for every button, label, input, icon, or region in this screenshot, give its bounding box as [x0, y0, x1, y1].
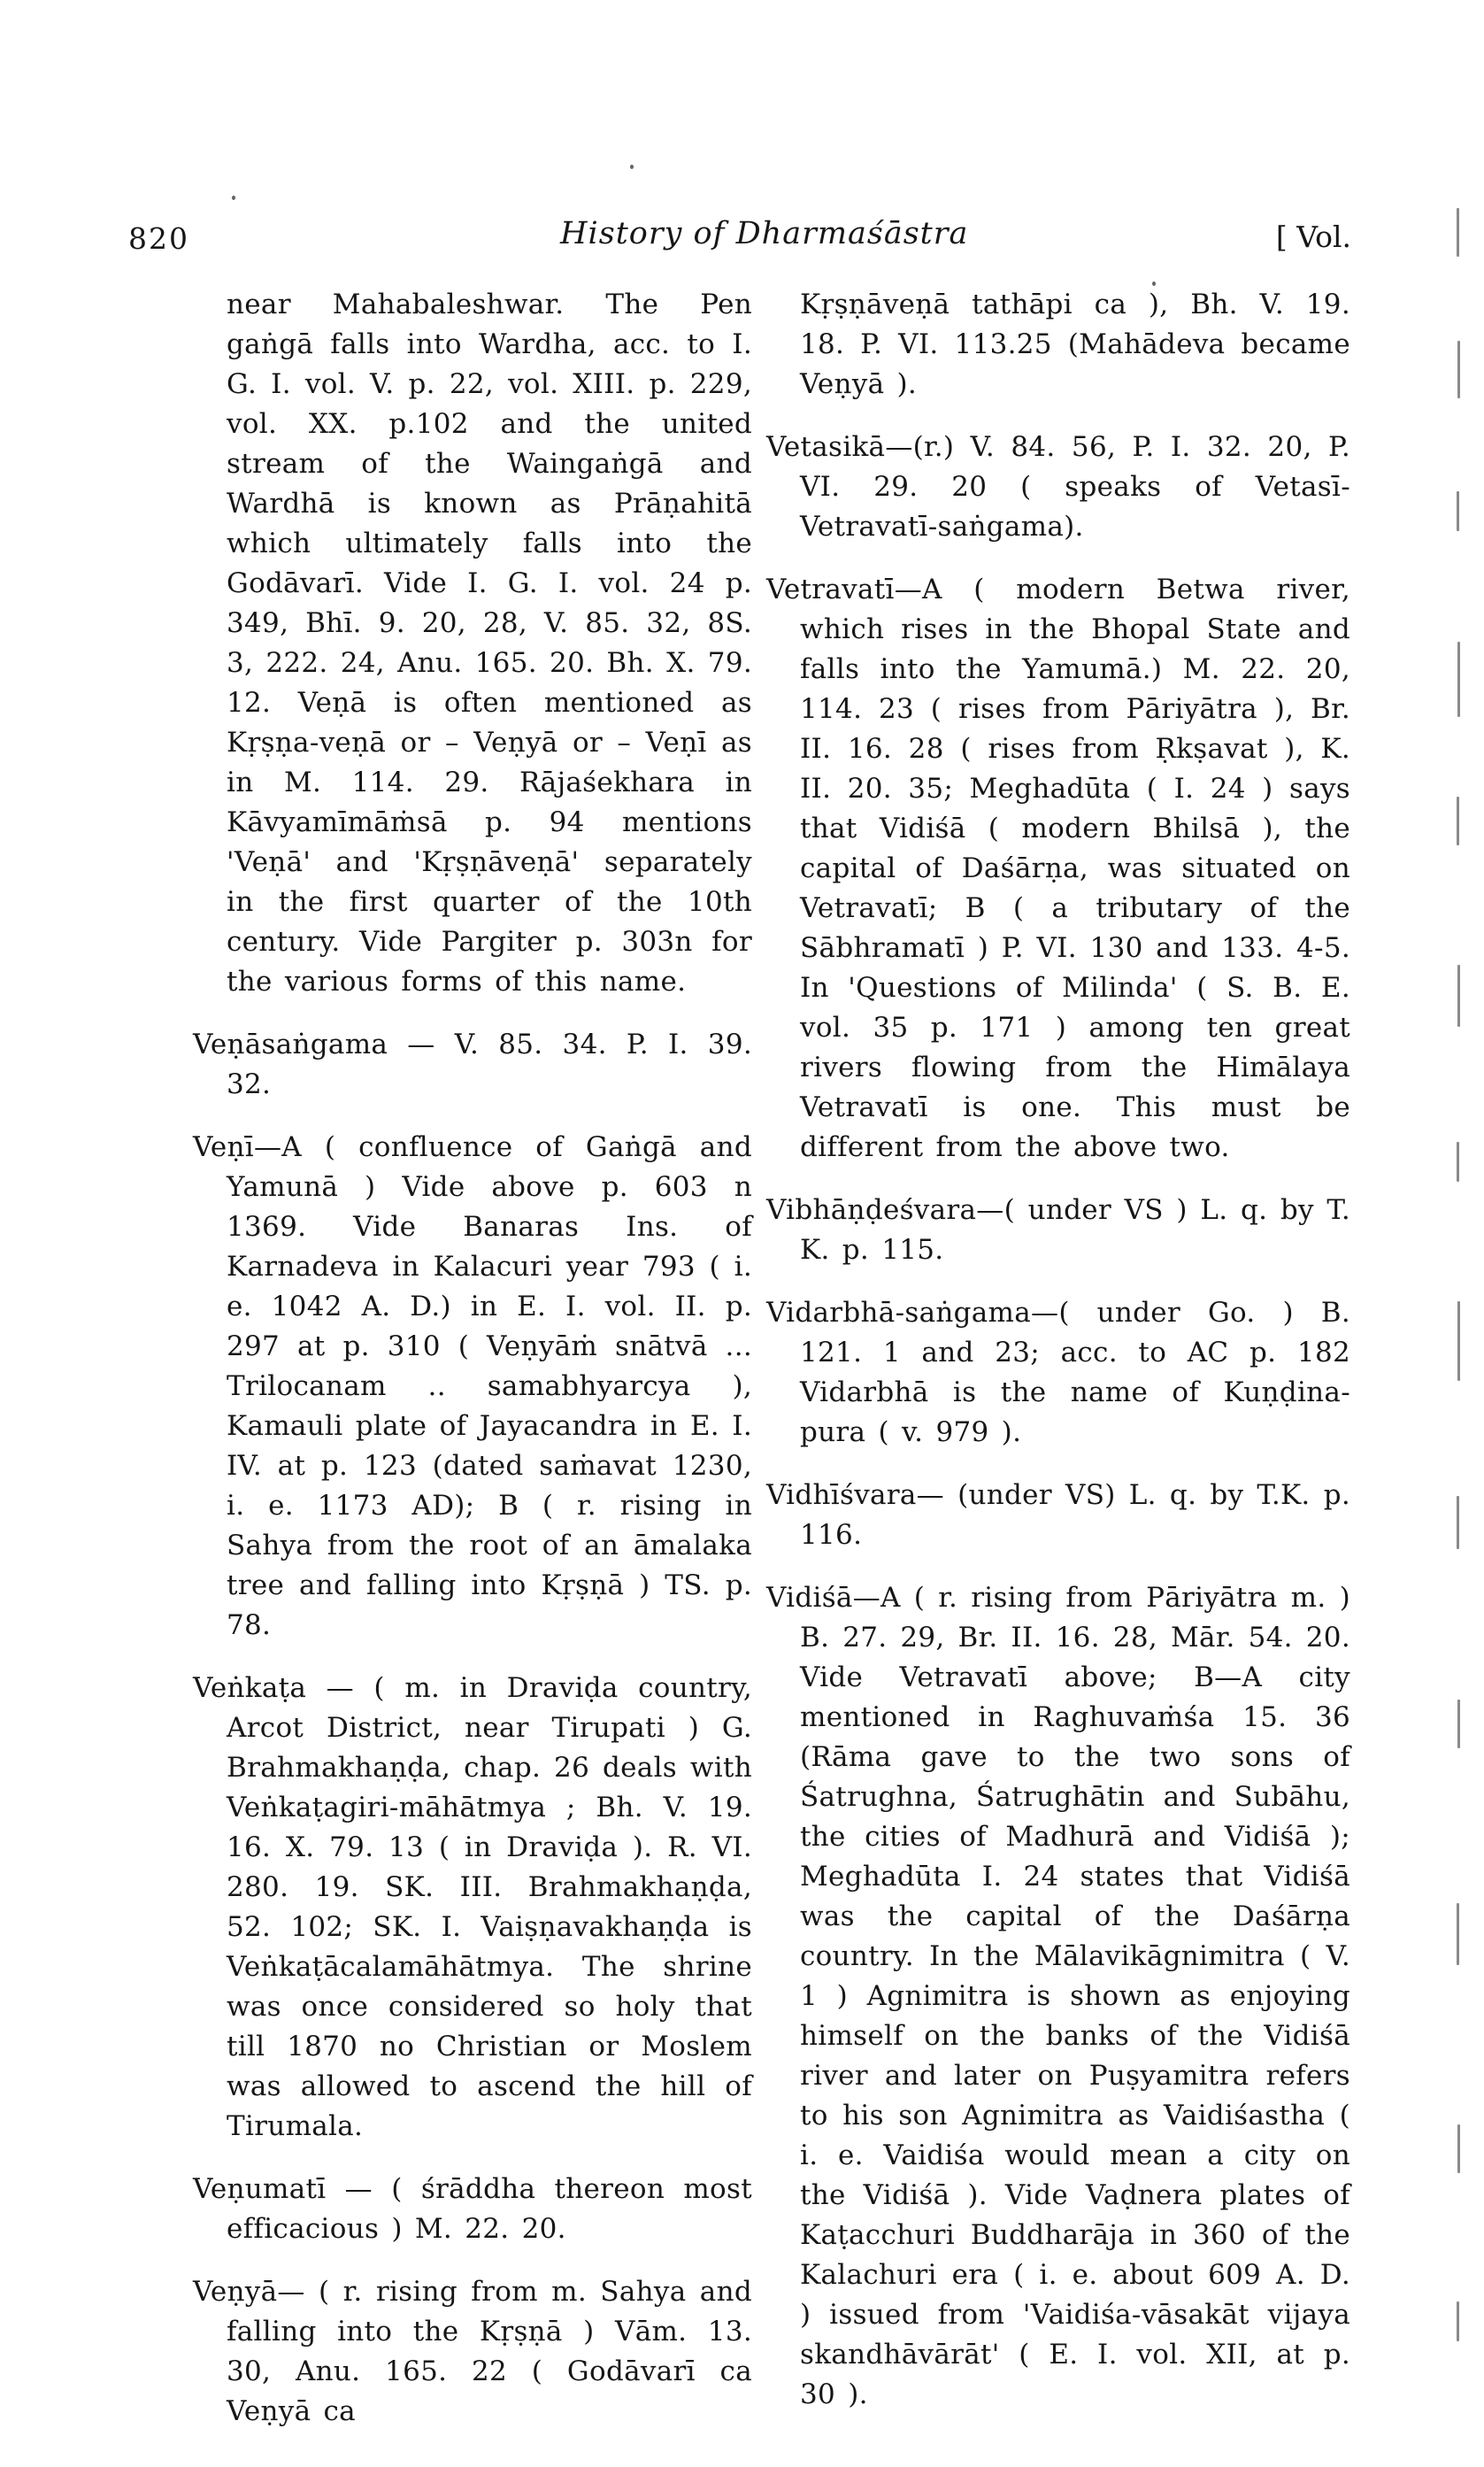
- scan-speck: [232, 196, 235, 200]
- entry-venasangama: Veṇāsaṅgama — V. 85. 34. P. I. 39. 32.: [193, 1029, 752, 1100]
- scan-speck: [1152, 281, 1156, 286]
- page-number: 820: [128, 221, 189, 256]
- entry-continuation: near Mahabaleshwar. The Pen gaṅgā falls into Wardha, acc. to I. G. I. vol. V. p. 22, vol. XIII. p. 229, vol. XX. p.102 and the united stream of the Waingaṅgā and Wardhā is known as Prāṇahitā which ultimately falls into the Godāvarī. Vide I. G. I. vol. 24 p. 349, Bhī. 9. 20, 28, V. 85. 32, 8S. 3, 222. 24, Anu. 165. 20. Bh. X. 79. 12. Veṇā is often mentioned as Kṛṣṇa-veṇā or – Veṇyā or – Veṇī as in M. 114. 29. Rājaśekhara in Kāvyamīmāṁsā p. 94 mentions 'Veṇā' and 'Kṛṣṇāveṇā' separately in the first quarter of the 10th century. Vide Pargiter p. 303n for the various forms of this name.: [227, 289, 752, 998]
- entry-continuation: Kṛṣṇāveṇā tathāpi ca ), Bh. V. 19. 18. P. VI. 113.25 (Mahādeva became Veṇyā ).: [800, 289, 1350, 400]
- entry-vidisa: Vidiśā—A ( r. rising from Pāriyātra m. ) B. 27. 29, Br. II. 16. 28, Mār. 54. 20. Vide Vetravatī above; B—A city mentioned in Raghuvaṁśa 15. 36 (Rāma gave to the two sons of Śatrughna, Śatrughātin and Subāhu, the cities of Madhurā and Vidiśā ); Meghadūta I. 24 states that Vidiśā was the capital of the Daśārṇa country. In the Mālavikāgnimitra ( V. 1 ) Agnimitra is shown as enjoying himself on the banks of the Vidiśā river and later on Puṣyamitra refers to his son Agnimitra as Vaidiśastha ( i. e. Vaidiśa would mean a city on the Vidiśā ). Vide Vaḍnera plates of Kaṭacchuri Buddharāja in 360 of the Kalachuri era ( i. e. about 609 A. D. ) issued from 'Vaidiśa-vāsakāt vijaya skandhāvārāt' ( E. I. vol. XII, at p. 30 ).: [766, 1582, 1350, 2410]
- entry-vidarbha-sangama: Vidarbhā-saṅgama—( under Go. ) B. 121. 1 and 23; acc. to AC p. 182 Vidarbhā is the name of Kuṇḍina-pura ( v. 979 ).: [766, 1297, 1350, 1448]
- entry-vidhisvara: Vidhīśvara— (under VS) L. q. by T.K. p. 116.: [766, 1479, 1350, 1551]
- entry-vetravati: Vetravatī—A ( modern Betwa river, which rises in the Bhopal State and falls into the Yamumā.) M. 22. 20, 114. 23 ( rises from Pāriyātra ), Br. II. 16. 28 ( rises from Ṛkṣavat ), K. II. 20. 35; Meghadūta ( I. 24 ) says that Vidiśā ( modern Bhilsā ), the capital of Daśārṇa, was situated on Vetravatī; B ( a tributary of the Sābhramatī ) P. VI. 130 and 133. 4-5. In 'Questions of Milinda' ( S. B. E. vol. 35 p. 171 ) among ten great rivers flowing from the Himālaya Vetravatī is one. This must be different from the above two.: [766, 574, 1350, 1163]
- right-column: [766, 285, 1350, 2455]
- volume-label: [ Vol.: [1275, 220, 1351, 254]
- left-column: [193, 285, 752, 2455]
- entry-vetasika: Vetasikā—(r.) V. 84. 56, P. I. 32. 20, P. VI. 29. 20 ( speaks of Vetasī-Vetravatī-saṅgama).: [766, 431, 1350, 543]
- entry-venya: Veṇyā— ( r. rising from m. Sahya and falling into the Kṛṣṇā ) Vām. 13. 30, Anu. 165. 22 ( Godāvarī ca Veṇyā ca: [193, 2276, 752, 2427]
- running-header: [128, 216, 1351, 269]
- running-title: History of Dharmaśāstra: [560, 216, 969, 251]
- entry-veni: Veṇī—A ( confluence of Gaṅgā and Yamunā ) Vide above p. 603 n 1369. Vide Banaras Ins. of Karnadeva in Kalacuri year 793 ( i. e. 1042 A. D.) in E. I. vol. II. p. 297 at p. 310 ( Veṇyāṁ snātvā ... Trilocanam .. samabhyarcya ), Kamauli plate of Jayacandra in E. I. IV. at p. 123 (dated saṁavat 1230, i. e. 1173 AD); B ( r. rising in Sahya from the root of an āmalaka tree and falling into Kṛṣṇā ) TS. p. 78.: [193, 1131, 752, 1641]
- text-columns: [193, 285, 1350, 2455]
- entry-venkata: Veṅkaṭa — ( m. in Draviḍa country, Arcot District, near Tirupati ) G. Brahmakhaṇḍa, chap. 26 deals with Veṅkaṭagiri-māhātmya ; Bh. V. 19. 16. X. 79. 13 ( in Draviḍa ). R. VI. 280. 19. SK. III. Brahmakhaṇḍa, 52. 102; SK. I. Vaiṣṇavakhaṇḍa is Veṅkaṭācalamāhātmya. The shrine was once considered so holy that till 1870 no Christian or Moslem was allowed to ascend the hill of Tirumala.: [193, 1672, 752, 2142]
- entry-venumati: Veṇumatī — ( śrāddha thereon most efficacious ) M. 22. 20.: [193, 2173, 752, 2245]
- scan-speck: [630, 165, 634, 169]
- entry-vibhandesvara: Vibhāṇḍeśvara—( under VS ) L. q. by T. K. p. 115.: [766, 1194, 1350, 1266]
